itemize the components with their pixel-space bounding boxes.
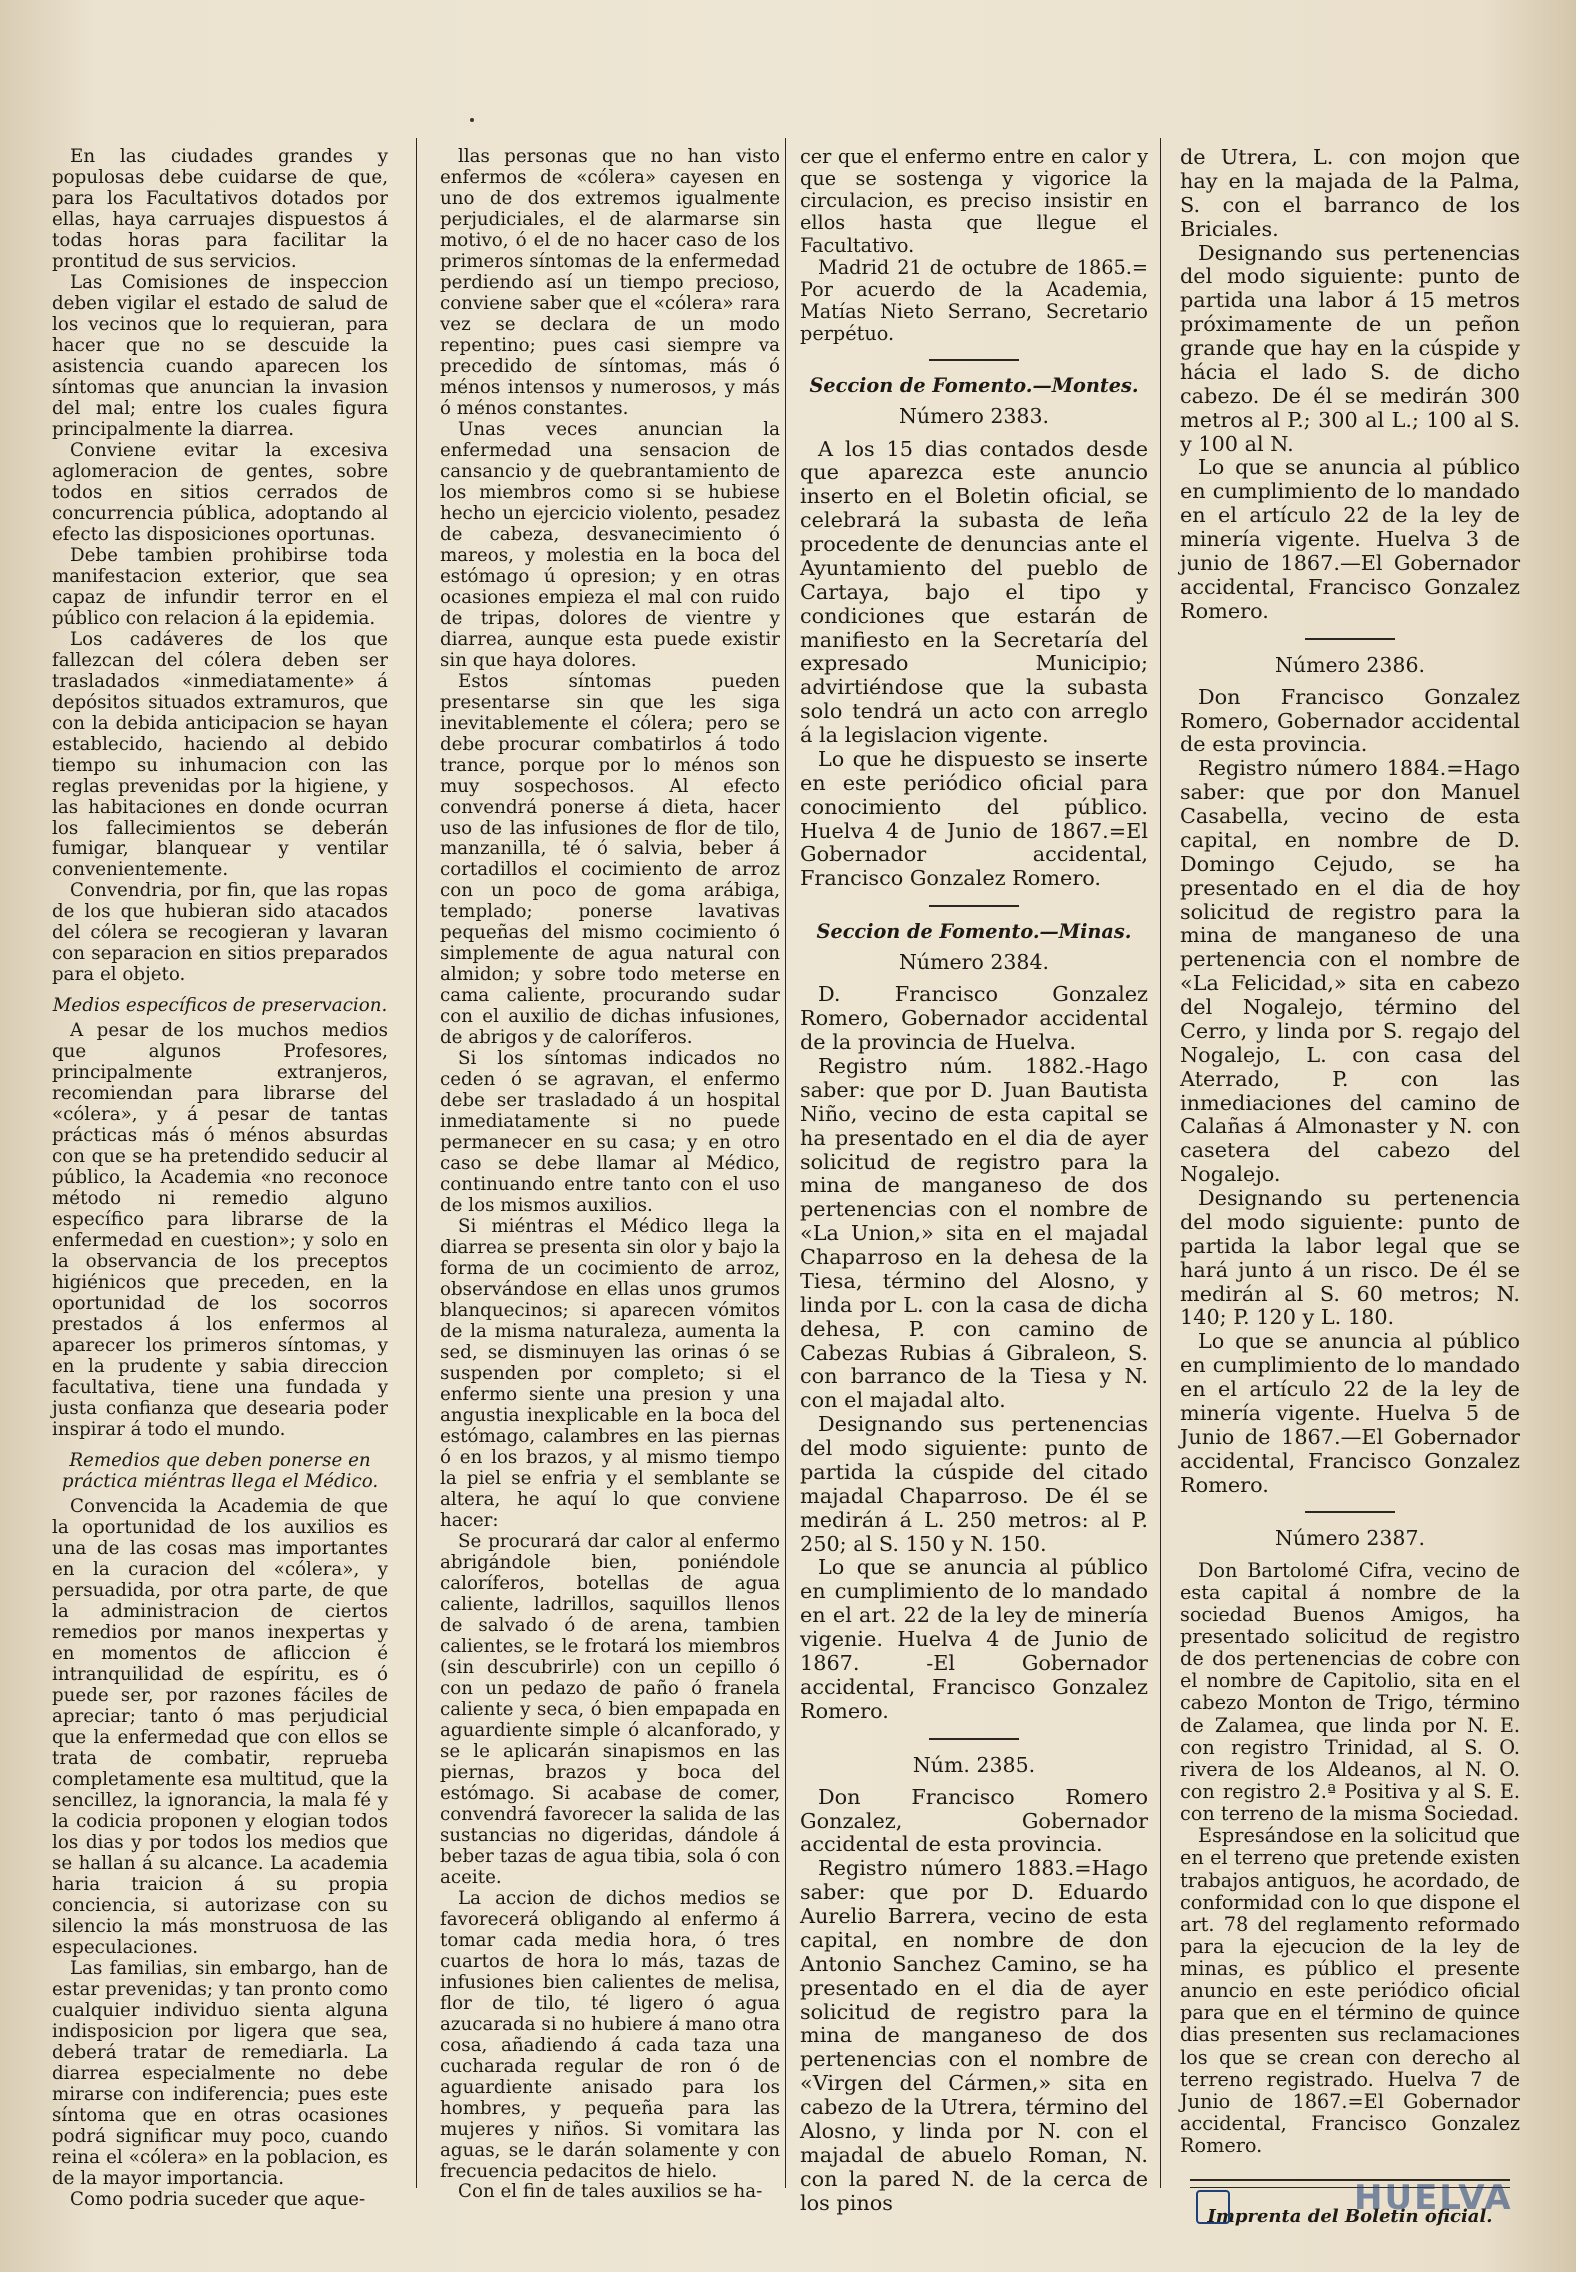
paragraph: A los 15 dias contados desde que aparezca este anuncio inserto en el Boletin oficial, se celebrará la subasta de leña procedente de denuncias ante el Ayuntamiento del pueblo de Cartaya, bajo el tipo y condiciones que estarán de manifiesto en la Secretaría del expresado Municipio; advirtiéndose que la subasta solo tendrá un acto con arreglo á la legislacion vigente. [800,436,1148,748]
paragraph: Designando su pertenencia del modo siguiente: punto de partida la labor legal que se hará junto á un risco. De él se medirán al S. 60 metros; N. 140; P. 120 y L. 180. [1180,1186,1520,1330]
section-heading: Seccion de Fomento.—Montes. [809,374,1139,398]
paragraph: Se procurará dar calor al enfermo abrigándole bien, poniéndole caloríferos, botellas de agua caliente, ladrillos, saquillos llenos de salvado ó de arena, tambien calientes, se le frotará los miembros (sin descubrirle) con un cepillo ó con un pedazo de paño ó franela caliente y seca, ó bien empapada en aguardiente simple ó alcanforado, y se le aplicarán sinapismos en las piernas, brazos y boca del estómago. Si acabase de comer, convendrá favorecer la salida de las sustancias no digeridas, dándole á beber tazas de agua tibia, sola ó con aceite. [440,1530,780,1888]
column-1 [52,146,388,2209]
column-rule [1160,138,1161,2188]
paragraph: Madrid 21 de octubre de 1865.= Por acuerdo de la Academia, Matías Nieto Serrano, Secretario perpétuo. [800,255,1148,346]
paragraph: Registro número 1884.=Hago saber: que por don Manuel Casabella, vecino de esta capital, en nombre de D. Domingo Cejudo, se ha presentado en el dia de hoy solicitud de registro para la mina de manganeso de una pertenencia con el nombre de «La Felicidad,» sita en cabezo del Nogalejo, término del Cerro, y linda por S. regajo del Nogalejo, L. con casa del Aterrado, P. con las inmediaciones del camino de Calañas á Almonaster y N. con casetera del cabezo del Nogalejo. [1180,756,1520,1187]
separator-rule [929,1738,1019,1740]
paragraph: Registro número 1883.=Hago saber: que por D. Eduardo Aurelio Barrera, vecino de esta capital, en nombre de don Antonio Sanchez Camino, se ha presentado en el dia de ayer solicitud de registro para la mina de manganeso de dos pertenencias con el nombre de «Virgen del Cármen,» sita en cabezo de la Utrera, término del Alosno, y linda por N. con el majadal de abuelo Roman, N. con la pared N. de la cerca de los pinos [800,1856,1148,2215]
column-rule [785,138,786,2188]
watermark: HUELVA [1354,2178,1513,2218]
paragraph: D. Francisco Gonzalez Romero, Gobernador accidental de la provincia de Huelva. [800,982,1148,1055]
notice-number: Número 2387. [1274,1526,1426,1551]
paragraph: Unas veces anuncian la enfermedad una sensacion de cansancio y de quebrantamiento de los miembros como si se hubiese hecho un ejercicio violento, pesadez de cabeza, desvanecimiento ó mareos, y molestia en la boca del estómago ú opresion; y en otras ocasiones empieza el mal con ruido de tripas, dolores de vientre y diarrea, aunque esta puede existir sin que haya dolores. [440,418,780,671]
paragraph: Espresándose en la solicitud que en el terreno que pretende existen trabajos antiguos, he acordado, de conformidad con lo que dispone el art. 78 del reglamento reformado para la ejecucion de la ley de minas, es público el presente anuncio en este periódico oficial para que en el término de quince dias presenten sus reclamaciones los que se crean con derecho al terreno registrado. Huelva 7 de Junio de 1867.=El Gobernador accidental, Francisco Gonzalez Romero. [1180,1824,1520,2158]
paragraph: Lo que se anuncia al público en cumplimiento de lo mandado en el art. 22 de la ley de minería vigenie. Huelva 4 de Junio de 1867. -El Gobernador accidental, Francisco Gonzalez Romero. [800,1555,1148,1723]
separator-rule [1305,638,1395,640]
paragraph: Designando sus pertenencias del modo siguiente: punto de partida una labor á 15 metros próximamente de un peñon grande que hay en la cúspide y hácia el lado S. de dicho cabezo. De él se medirán 300 metros al P.; 300 al L.; 100 al S. y 100 al N. [1180,240,1520,456]
paragraph: Los cadáveres de los que fallezcan del cólera deben ser trasladados «inmediatamente» á depósitos situados extramuros, que con la debida anticipacion se hayan establecido, haciendo al debido tiempo su inhumacion con las reglas prevenidas por la higiene, y las habitaciones en donde ocurran los fallecimientos se deberán fumigar, blanquear y ventilar convenientemente. [52,628,388,881]
notice-number: Número 2386. [1274,652,1426,677]
column-3 [800,146,1148,2215]
paragraph: Convencida la Academia de que la oportunidad de los auxilios es una de las cosas mas importantes en la curacion del «cólera», y persuadida, por otra parte, de que la administracion de ciertos remedios por manos inexpertas y en momentos de afliccion é intranquilidad de espíritu, es ó puede ser, por razones fáciles de apreciar; tanto ó mas perjudicial que la enfermedad que con ellos se trata de combatir, reprueba completamente esa multitud, que la sencillez, la ignorancia, la mala fé y la codicia proponen y elogian todos los dias y por todos los medios que se hallan á su alcance. La academia haria traicion á su propia conciencia, si autorizase con su silencio la más monstruosa de las especulaciones. [52,1496,388,1958]
separator-rule [929,359,1019,361]
paragraph: Como podria suceder que aque- [70,2188,366,2210]
separator-rule [1305,1511,1395,1513]
notice-number: Número 2383. [898,404,1050,429]
paragraph: Don Francisco Romero Gonzalez, Gobernador accidental de esta provincia. [800,1784,1148,1857]
paragraph: En las ciudades grandes y populosas debe cuidarse de que, para los Facultativos dotados por ellas, haya carruajes dispuestos á todas horas para facilitar la prontitud de sus servicios. [52,146,388,272]
paragraph: Registro núm. 1882.-Hago saber: que por D. Juan Bautista Niño, vecino de esta capital se ha presentado en el dia de ayer solicitud de registro para la mina de manganeso de dos pertenencias con el nombre de «La Union,» sita en el majadal Chaparroso en la dehesa de la Tiesa, término del Alosno, y linda por L. con la casa de dicha dehesa, P. con camino de Cabezas Rubias á Gibraleon, S. con barranco de la Tiesa y N. con el majadal alto. [800,1054,1148,1413]
paragraph: Si miéntras el Médico llega la diarrea se presenta sin olor y bajo la forma de un cocimiento de arroz, observándose en ellas unos grumos blanquecinos; si aparecen vómitos de la misma naturaleza, aumenta la sed, se disminuyen las orinas ó se suspenden por completo; si el enfermo siente una presion y una angustia inexplicable en la boca del estómago, calambres en las piernas ó en los brazos, y al mismo tiempo la piel se enfria y el semblante se altera, he aquí lo que conviene hacer: [440,1216,780,1531]
section-heading: Seccion de Fomento.—Minas. [816,920,1132,944]
paragraph: Don Bartolomé Cifra, vecino de esta capital á nombre de la sociedad Buenos Amigos, ha presentado solicitud de registro de dos pertenencias de cobre con el nombre de Capitolio, sita en el cabezo Monton de Trigo, término de Zalamea, que linda por N. E. con registro Trinidad, al S. O. rivera de los Aldeanos, al N. O. con registro 2.ª Positiva y al S. E. con terreno de la misma Sociedad. [1180,1558,1520,1826]
paragraph: Estos síntomas pueden presentarse sin que les siga inevitablemente el cólera; pero se debe procurar combatirlos á todo trance, porque por lo ménos son muy sospechosos. Al efecto convendrá ponerse á dieta, hacer uso de las infusiones de flor de tilo, manzanilla, té ó salvia, beber á cortadillos el cocimiento de arroz con un poco de goma arábiga, templado; ponerse lavativas pequeñas del mismo cocimiento ó simplemente de agua natural con almidon; y sobre todo meterse en cama caliente, procurando sudar con el auxilio de dichas infusiones, de abrigos y de caloríferos. [440,670,780,1049]
paragraph: cer que el enfermo entre en calor y que se sostenga y vigorice la circulacion, es preciso insistir en ellos hasta que llegue el Facultativo. [800,145,1148,257]
paragraph: Las Comisiones de inspeccion deben vigilar el estado de salud de los vecinos que lo requieran, para hacer que no se descuide la asistencia cuando aparecen los síntomas que anuncian la invasion del mal; entre los cuales figura principalmente la diarrea. [52,271,388,440]
paragraph: Don Francisco Gonzalez Romero, Gobernador accidental de esta provincia. [1180,684,1520,757]
column-4 [1180,146,1520,2228]
paragraph: Debe tambien prohibirse toda manifestacion exterior, que sea capaz de infundir terror en el público con relacion á la epidemia. [52,544,388,629]
paragraph: La accion de dichos medios se favorecerá obligando al enfermo á tomar cada media hora, ó tres cuartos de hora lo más, tazas de infusiones bien calientes de melisa, flor de tilo, té ligero ó agua azucarada si no hubiere á mano otra cosa, añadiendo á cada taza una cucharada regular de ron ó de aguardiente anisado para los hombres, y pequeña para las mujeres y niños. Si vomitara las aguas, se le darán solamente y con frecuencia pedacitos de hielo. [440,1887,780,2182]
paragraph: Si los síntomas indicados no ceden ó se agravan, el enfermo debe ser trasladado á un hospital inmediatamente si no puede permanecer en su casa; y en otro caso se debe llamar al Médico, continuando entre tanto con el uso de los mismos auxilios. [440,1048,780,1217]
column-rule [416,138,417,2188]
paragraph: Con el fin de tales auxilios se ha- [458,2181,763,2203]
paragraph: Lo que se anuncia al público en cumplimiento de lo mandado en el artículo 22 de la ley de minería vigente. Huelva 3 de junio de 1867.—El Gobernador accidental, Francisco Gonzalez Romero. [1180,455,1520,623]
paragraph: A pesar de los muchos medios que algunos Profesores, principalmente extranjeros, recomiendan para librarse del «cólera», y á pesar de tantas prácticas más ó ménos absurdas con que se ha pretendido seducir al público, la Academia «no reconoce método ni remedio alguno específico para librarse de la enfermedad en cuestion»; y solo en la observancia de los preceptos higiénicos que preceden, en la oportunidad de los socorros prestados á los enfermos al aparecer los primeros síntomas, y en la prudente y sabia direccion facultativa, tiene una fundada y justa confianza que desearia poder inspirar á todo el mundo. [52,1020,388,1441]
notice-number: Número 2384. [898,950,1050,975]
separator-rule [929,905,1019,907]
printer-imprint: Imprenta del Boletin oficial. [1207,2206,1493,2228]
paragraph: Lo que he dispuesto se inserte en este periódico oficial para conocimiento del público. Huelva 4 de Junio de 1867.=El Gobernador accidental, Francisco Gonzalez Romero. [800,746,1148,891]
archive-seal-icon [1196,2190,1230,2224]
subheading: Remedios que deben ponerse en práctica miéntras llega el Médico. [61,1450,379,1493]
paragraph: Designando sus pertenencias del modo siguiente: punto de partida la cúspide del citado majadal Chaparroso. De él se medirán á L. 250 metros: al P. 250; al S. 150 y N. 150. [800,1412,1148,1556]
paragraph: Lo que se anuncia al público en cumplimiento de lo mandado en el artículo 22 de la ley de minería vigente. Huelva 5 de Junio de 1867.—El Gobernador accidental, Francisco Gonzalez Romero. [1180,1329,1520,1497]
speck [470,118,474,122]
paragraph: Conviene evitar la excesiva aglomeracion de gentes, sobre todos en sitios cerrados de concurrencia pública, adoptando al efecto las disposiciones oportunas. [52,439,388,545]
notice-number: Núm. 2385. [912,1752,1036,1777]
subheading: Medios específicos de preservacion. [52,995,388,1017]
paragraph: Las familias, sin embargo, han de estar prevenidas; y tan pronto como cualquier individuo sienta alguna indisposicion por ligera que sea, deberá tratar de remediarla. La diarrea especialmente no debe mirarse con indiferencia; pues este síntoma que en otras ocasiones podrá significar muy poco, cuando reina el «cólera» en la poblacion, es de la mayor importancia. [52,1957,388,2189]
column-2 [440,146,780,2202]
paragraph: de Utrera, L. con mojon que hay en la majada de la Palma, S. con el barranco de los Briciales. [1180,145,1520,241]
paragraph: Convendria, por fin, que las ropas de los que hubieran sido atacados del cólera se recogieran y lavaran con separacion en sitios preparados para el objeto. [52,880,388,986]
paragraph: llas personas que no han visto enfermos de «cólera» cayesen en uno de dos extremos igualmente perjudiciales, el de alarmarse sin motivo, ó el de no hacer caso de los primeros síntomas de la enfermedad perdiendo así un tiempo precioso, conviene saber que el «cólera» rara vez se declara de un modo repentino; pues casi siempre va precedido de síntomas, más ó ménos intensos y numerosos, y más ó ménos constantes. [440,146,780,419]
